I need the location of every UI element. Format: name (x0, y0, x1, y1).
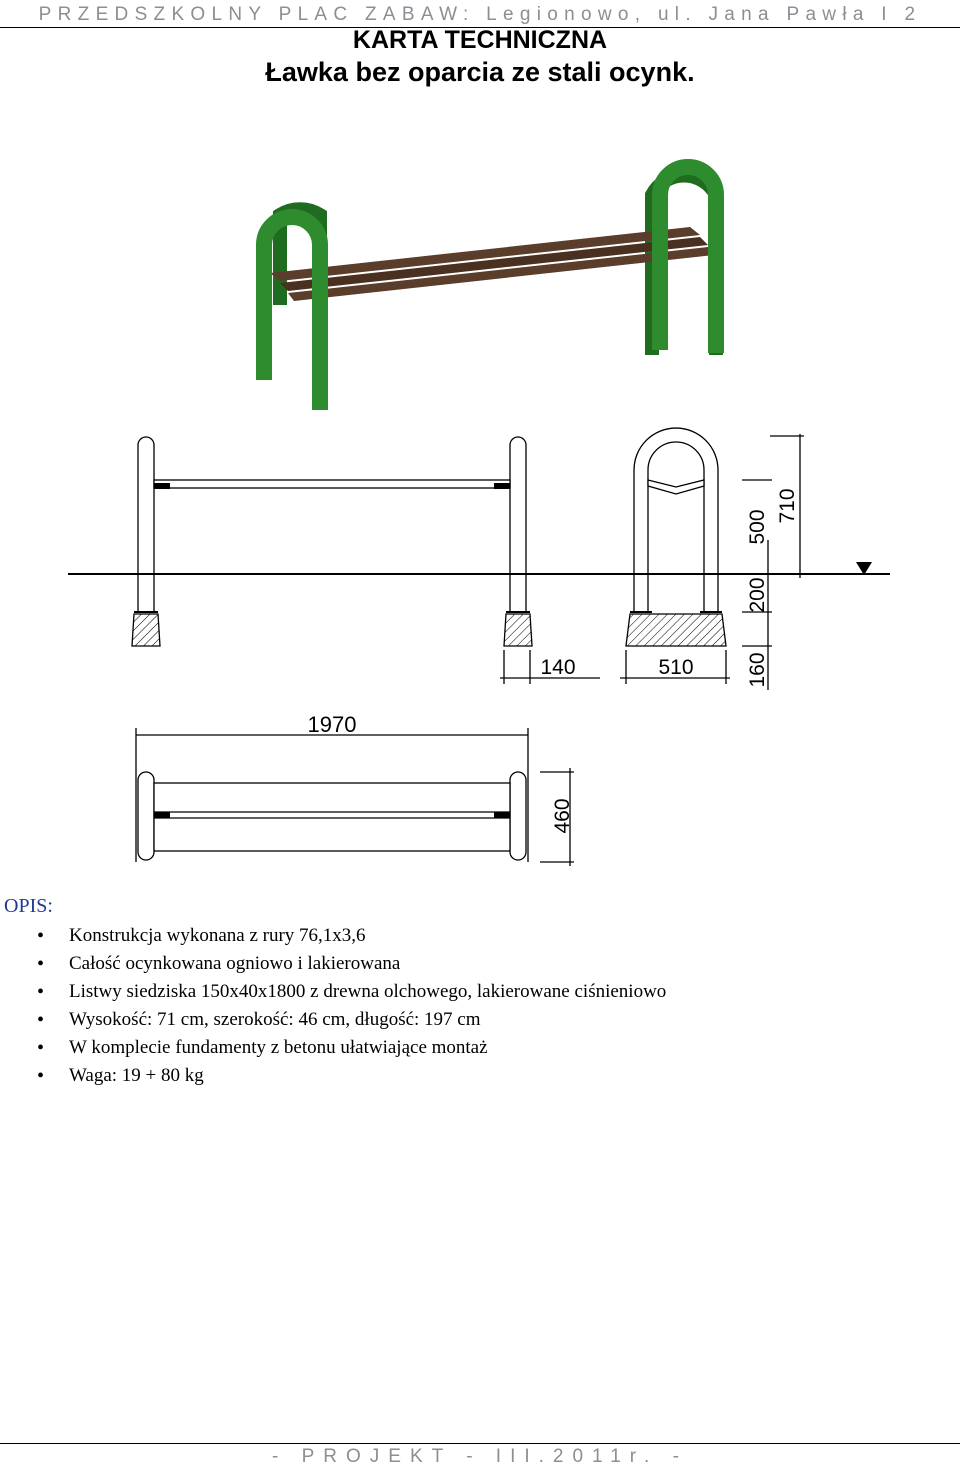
list-item: • Wysokość: 71 cm, szerokość: 46 cm, długość: 197 cm (0, 1009, 666, 1037)
elevation-seat (154, 480, 510, 488)
foundation-left (132, 614, 160, 646)
technical-drawing (0, 420, 960, 870)
dim-710: 710 (776, 488, 799, 524)
plan-leg-right (510, 772, 526, 860)
dim-160: 160 (746, 652, 769, 688)
list-item: • Waga: 19 + 80 kg (0, 1065, 666, 1093)
dim-500: 500 (746, 509, 769, 545)
dim-460: 460 (551, 798, 574, 834)
page-footer: - PROJEKT - III.2011r. - (272, 1446, 688, 1467)
list-item: • Listwy siedziska 150x40x1800 z drewna olchowego, lakierowane ciśnieniowo (0, 981, 666, 1009)
product-name: Ławka bez oparcia ze stali ocynk. (265, 57, 695, 87)
document-title: KARTA TECHNICZNA (352, 26, 608, 54)
bench-illustration (240, 155, 760, 415)
plan-leg-left (138, 772, 154, 860)
list-item: • W komplecie fundamenty z betonu ułatwiające montaż (0, 1037, 666, 1065)
footer-divider (0, 1443, 960, 1444)
side-foundation (626, 614, 726, 646)
foundation-right (504, 614, 532, 646)
elevation-leg-left (138, 437, 154, 612)
plan-seat (154, 783, 510, 851)
frame-leg-front-right (660, 167, 716, 353)
dim-510: 510 (658, 656, 694, 679)
description-label: OPIS: (4, 895, 53, 917)
dim-200: 200 (746, 577, 769, 613)
elevation-leg-right (510, 437, 526, 612)
list-item: • Całość ocynkowana ogniowo i lakierowana (0, 953, 666, 981)
page-header: PRZEDSZKOLNY PLAC ZABAW: Legionowo, ul. Jana Pawła I 2 (38, 4, 922, 25)
dim-1970: 1970 (307, 712, 357, 737)
side-seat (648, 480, 704, 494)
description-list (0, 925, 666, 1093)
seat-slat-middle (280, 237, 708, 291)
side-frame-inner (648, 442, 704, 612)
frame-leg-front-left (264, 217, 320, 410)
side-frame-outer (634, 428, 718, 612)
dim-140: 140 (540, 656, 576, 679)
list-item: • Konstrukcja wykonana z rury 76,1x3,6 (0, 925, 666, 953)
